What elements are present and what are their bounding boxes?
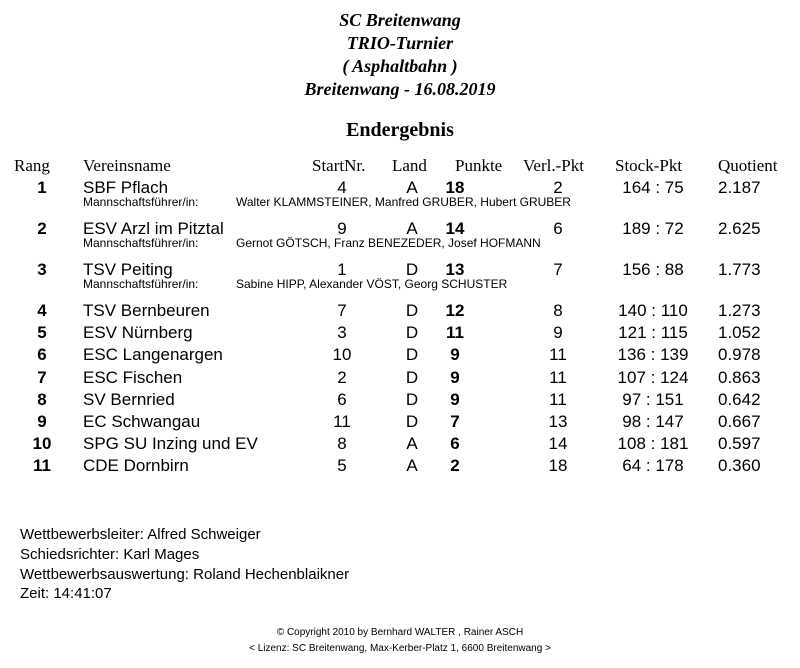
row-verl: 8 [553, 301, 563, 320]
row-club: ESV Arzl im Pitztal [83, 219, 224, 238]
row-quotient: 0.978 [718, 345, 761, 364]
row-stock: 97 : 151 [622, 390, 684, 409]
result-title: Endergebnis [346, 119, 454, 141]
row-startnr: 10 [332, 345, 352, 364]
row-land: D [405, 345, 419, 364]
row-stock: 189 : 72 [622, 219, 684, 238]
row-points: 11 [446, 323, 464, 342]
row-rank: 5 [37, 323, 47, 342]
license: < Lizenz: SC Breitenwang, Max-Kerber-Platz 1, 6600 Breitenwang > [249, 643, 551, 654]
row-land: D [405, 301, 419, 320]
row-club: TSV Peiting [83, 260, 173, 279]
row-rank: 2 [37, 219, 47, 238]
row-land: A [406, 434, 418, 453]
col-verein: Vereinsname [83, 156, 171, 175]
captain-label: Mannschaftsführer/in: [83, 236, 199, 250]
row-club: TSV Bernbeuren [83, 301, 210, 320]
row-verl: 11 [549, 345, 567, 364]
row-points: 9 [450, 368, 460, 387]
row-points: 12 [445, 301, 465, 320]
col-land: Land [392, 156, 427, 175]
col-stock: Stock-Pkt [615, 156, 683, 175]
row-stock: 121 : 115 [618, 323, 688, 342]
row-startnr: 8 [337, 434, 347, 453]
row-quotient: 0.863 [718, 368, 761, 387]
row-quotient: 1.273 [718, 301, 761, 320]
row-land: D [405, 323, 419, 342]
row-verl: 7 [553, 260, 563, 279]
row-rank: 7 [37, 368, 47, 387]
row-club: SBF Pflach [83, 178, 169, 197]
row-verl: 13 [548, 412, 568, 431]
tournament-title: TRIO-Turnier [346, 33, 454, 53]
row-startnr: 7 [337, 301, 347, 320]
row-club: CDE Dornbirn [83, 456, 189, 475]
row-verl: 18 [548, 456, 568, 475]
row-land: A [406, 178, 418, 197]
row-rank: 9 [37, 412, 47, 431]
row-startnr: 9 [337, 219, 347, 238]
col-verl: Verl.-Pkt [523, 156, 584, 175]
row-points: 9 [450, 390, 460, 409]
row-verl: 11 [549, 390, 567, 409]
captain-names: Gernot GÖTSCH, Franz BENEZEDER, Josef HOFMANN [236, 236, 541, 250]
row-verl: 14 [548, 434, 568, 453]
row-land: D [405, 390, 419, 409]
row-rank: 3 [37, 260, 47, 279]
captain-names: Walter KLAMMSTEINER, Manfred GRUBER, Hubert GRUBER [236, 195, 571, 209]
official-zeit: Zeit: 14:41:07 [20, 585, 112, 602]
row-startnr: 6 [337, 390, 347, 409]
row-stock: 164 : 75 [622, 178, 684, 197]
row-verl: 11 [549, 368, 567, 387]
row-startnr: 4 [337, 178, 347, 197]
row-quotient: 0.667 [718, 412, 761, 431]
row-quotient: 0.360 [718, 456, 761, 475]
row-verl: 9 [553, 323, 563, 342]
row-startnr: 3 [337, 323, 347, 342]
col-punkte: Punkte [455, 156, 503, 175]
row-land: D [405, 412, 419, 431]
row-rank: 10 [32, 434, 52, 453]
place-date: Breitenwang - 16.08.2019 [304, 79, 496, 99]
row-points: 13 [445, 260, 465, 279]
row-verl: 2 [553, 178, 563, 197]
captain-label: Mannschaftsführer/in: [83, 195, 199, 209]
row-stock: 136 : 139 [617, 345, 689, 364]
col-quotient: Quotient [718, 156, 778, 175]
row-points: 18 [445, 178, 465, 197]
row-startnr: 1 [337, 260, 347, 279]
row-startnr: 2 [337, 368, 347, 387]
row-land: D [405, 260, 419, 279]
row-startnr: 5 [337, 456, 347, 475]
row-stock: 140 : 110 [618, 301, 688, 320]
row-stock: 108 : 181 [617, 434, 689, 453]
row-land: A [406, 456, 418, 475]
col-startnr: StartNr. [312, 156, 366, 175]
row-club: ESC Fischen [83, 368, 183, 387]
copyright: © Copyright 2010 by Bernhard WALTER , Rainer ASCH [276, 627, 524, 638]
row-stock: 107 : 124 [617, 368, 689, 387]
row-rank: 11 [33, 456, 51, 475]
row-points: 2 [450, 456, 460, 475]
row-stock: 64 : 178 [622, 456, 684, 475]
row-quotient: 2.187 [718, 178, 761, 197]
captain-names: Sabine HIPP, Alexander VÖST, Georg SCHUSTER [236, 277, 508, 291]
captain-label: Mannschaftsführer/in: [83, 277, 199, 291]
row-rank: 6 [37, 345, 47, 364]
row-points: 7 [450, 412, 460, 431]
row-quotient: 1.773 [718, 260, 761, 279]
row-land: D [405, 368, 419, 387]
row-club: EC Schwangau [83, 412, 201, 431]
row-stock: 156 : 88 [622, 260, 684, 279]
official-auswertung: Wettbewerbsauswertung: Roland Hechenblaikner [20, 566, 350, 583]
row-quotient: 2.625 [718, 219, 761, 238]
row-club: SPG SU Inzing und EV [83, 434, 258, 453]
row-quotient: 0.597 [718, 434, 761, 453]
row-stock: 98 : 147 [622, 412, 684, 431]
club-title: SC Breitenwang [339, 10, 461, 30]
row-club: SV Bernried [83, 390, 175, 409]
row-points: 9 [450, 345, 460, 364]
row-club: ESC Langenargen [83, 345, 223, 364]
row-points: 14 [445, 219, 465, 238]
official-richter: Schiedsrichter: Karl Mages [20, 546, 200, 563]
row-land: A [406, 219, 418, 238]
row-verl: 6 [553, 219, 563, 238]
row-rank: 1 [37, 178, 47, 197]
surface-title: ( Asphaltbahn ) [342, 56, 458, 76]
row-club: ESV Nürnberg [83, 323, 193, 342]
row-quotient: 0.642 [718, 390, 761, 409]
row-rank: 8 [37, 390, 47, 409]
row-startnr: 11 [333, 412, 351, 431]
row-rank: 4 [37, 301, 47, 320]
row-points: 6 [450, 434, 460, 453]
row-quotient: 1.052 [718, 323, 761, 342]
col-rang: Rang [14, 156, 50, 175]
official-leiter: Wettbewerbsleiter: Alfred Schweiger [20, 526, 261, 543]
